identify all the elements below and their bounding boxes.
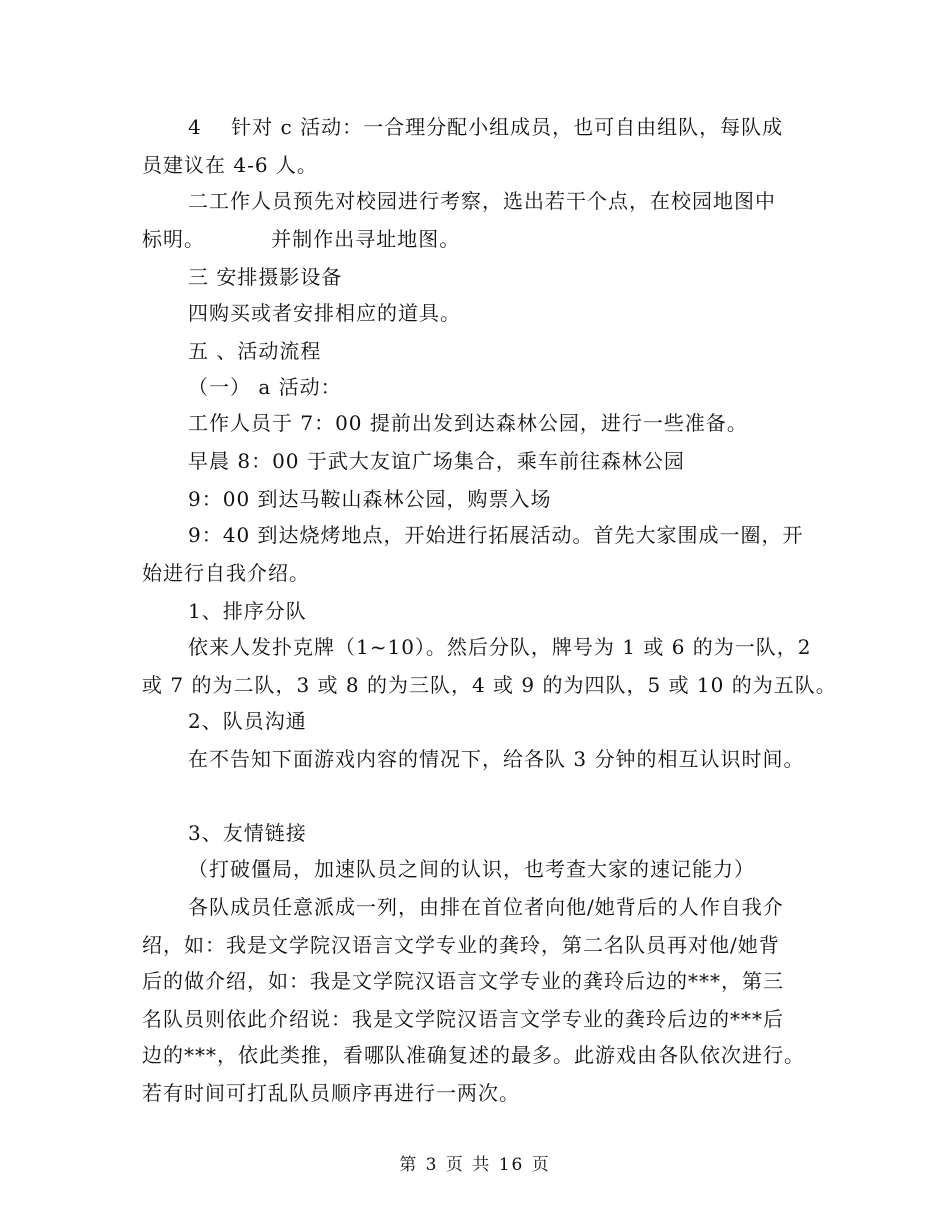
- text-line: 边的***，依此类推，看哪队准确复述的最多。此游戏由各队依次进行。: [142, 1043, 805, 1067]
- text-line: 9：00 到达马鞍山森林公园，购票入场: [188, 487, 552, 511]
- text-line: 三 安排摄影设备: [188, 265, 343, 289]
- text-line: 名队员则依此介绍说：我是文学院汉语言文学专业的龚玲后边的***后: [142, 1007, 784, 1031]
- text-line: （一） a 活动：: [188, 375, 342, 399]
- text-line: （打破僵局，加速队员之间的认识，也考查大家的速记能力）: [188, 857, 755, 881]
- text-line: 4 针对 c 活动：一合理分配小组成员，也可自由组队，每队成: [188, 115, 784, 139]
- text-line: 二工作人员预先对校园进行考察，选出若干个点，在校园地图中: [188, 189, 776, 213]
- text-line: 四购买或者安排相应的道具。: [188, 301, 461, 325]
- page-number-footer: 第 3 页 共 16 页: [399, 1155, 551, 1175]
- text-line: 1、排序分队: [188, 599, 307, 623]
- text-line: 或 7 的为二队，3 或 8 的为三队，4 或 9 的为四队，5 或 10 的为五队。: [142, 673, 837, 697]
- text-line: 在不告知下面游戏内容的情况下，给各队 3 分钟的相互认识时间。: [188, 747, 805, 771]
- text-line: 3、友情链接: [188, 821, 307, 845]
- text-line: 后的做介绍，如：我是文学院汉语言文学专业的龚玲后边的***，第三: [142, 969, 784, 993]
- text-line: 各队成员任意派成一列，由排在首位者向他/她背后的人作自我介: [188, 895, 784, 919]
- text-line: 依来人发扑克牌（1~10）。然后分队，牌号为 1 或 6 的为一队，2: [188, 635, 812, 659]
- text-line: 9：40 到达烧烤地点，开始进行拓展活动。首先大家围成一圈，开: [188, 523, 804, 547]
- text-line: 始进行自我介绍。: [142, 561, 310, 585]
- text-line: 工作人员于 7：00 提前出发到达森林公园，进行一些准备。: [188, 411, 748, 435]
- text-line: 五 、活动流程: [188, 339, 322, 363]
- text-line: 员建议在 4-6 人。: [142, 153, 318, 177]
- text-line: 标明。 并制作出寻址地图。: [142, 227, 461, 251]
- text-line: 2、队员沟通: [188, 709, 307, 733]
- text-line: 早晨 8：00 于武大友谊广场集合，乘车前往森林公园: [188, 449, 685, 473]
- text-line: 若有时间可打乱队员顺序再进行一两次。: [142, 1081, 520, 1105]
- text-line: 绍，如：我是文学院汉语言文学专业的龚玲，第二名队员再对他/她背: [142, 933, 780, 957]
